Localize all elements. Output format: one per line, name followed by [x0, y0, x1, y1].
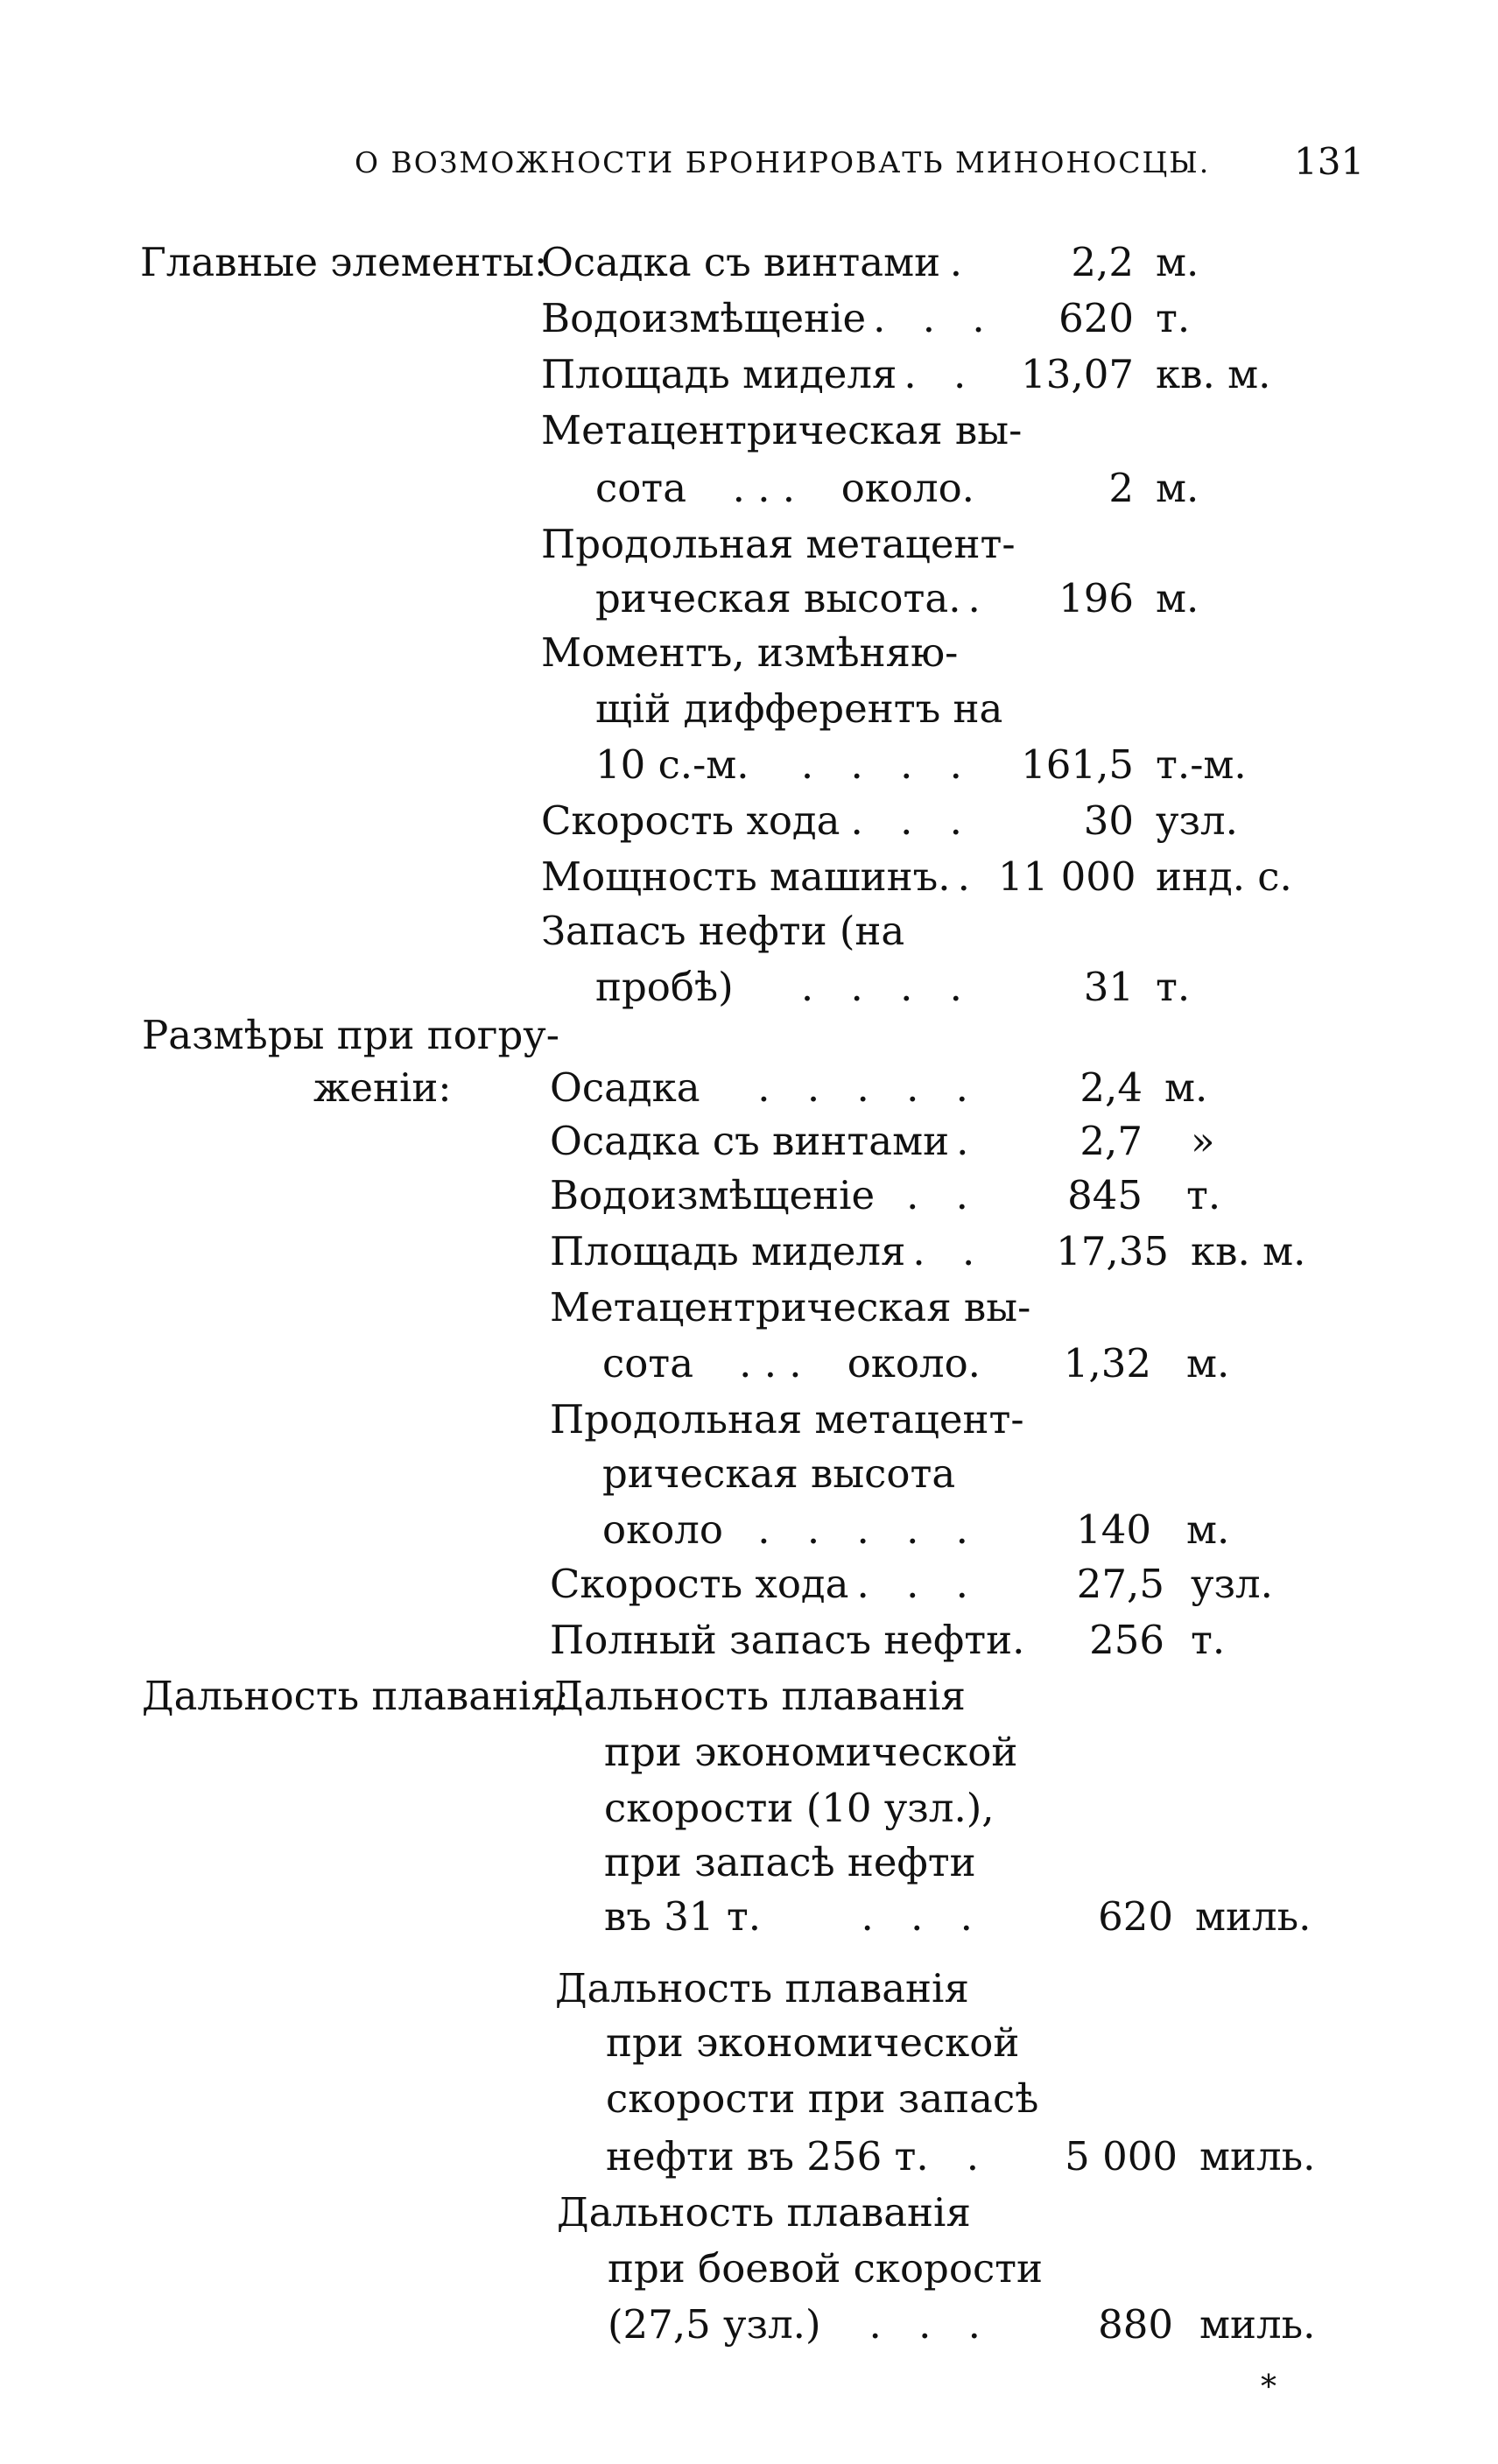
spec-unit: миль. [1199, 2301, 1316, 2348]
spec-unit: миль. [1199, 2133, 1316, 2180]
spec-value: 620 [1098, 1893, 1173, 1940]
spec-label-line: Дальность плаванія [552, 1673, 966, 1719]
spec-label: Осадка съ винтами . [550, 1118, 981, 1164]
spec-label: Осадка . . . . . [550, 1064, 981, 1111]
spec-unit: м. [1156, 239, 1199, 285]
spec-label: Водоизмѣщеніе . . [550, 1172, 981, 1218]
section-range: Дальность плаванія: [142, 1673, 569, 1719]
spec-unit: узл. [1156, 797, 1238, 844]
spec-value: 196 [1058, 575, 1134, 621]
section-submerged-line1: Размѣры при погру- [142, 1012, 559, 1058]
spec-label: Площадь миделя . . [541, 351, 979, 397]
spec-unit: м. [1156, 575, 1199, 621]
spec-label-line: при запасѣ нефти [604, 1839, 976, 1885]
spec-value: 880 [1098, 2301, 1173, 2348]
spec-label-line: сота . . . около. [595, 465, 974, 511]
spec-label-line: скорости (10 узл.), [604, 1785, 995, 1831]
spec-value: 31 [1083, 964, 1134, 1010]
spec-unit: узл. [1191, 1561, 1273, 1607]
spec-label-line: (27,5 узл.) . . . [608, 2301, 993, 2348]
spec-unit: т.-м. [1156, 741, 1247, 788]
spec-label: Водоизмѣщеніе . . . [541, 295, 997, 341]
spec-label: Полный запасъ нефти. [550, 1617, 1025, 1663]
spec-value: 5 000 [1065, 2133, 1178, 2180]
spec-unit: м. [1186, 1340, 1230, 1386]
section-submerged-line2: женіи: [313, 1064, 452, 1111]
spec-label-line: щій дифферентъ на [595, 685, 1003, 732]
spec-unit: кв. м. [1156, 351, 1271, 397]
spec-value: 620 [1058, 295, 1134, 341]
spec-value: 2,2 [1071, 239, 1134, 285]
spec-label-line: 10 с.-м. . . . . [595, 741, 974, 788]
spec-label-line: Моментъ, измѣняю- [541, 629, 959, 676]
spec-label-line: рическая высота [602, 1450, 956, 1497]
spec-value: 140 [1076, 1506, 1151, 1553]
spec-label-line: Метацентрическая вы- [550, 1284, 1031, 1330]
spec-value: 2,7 [1080, 1118, 1143, 1164]
spec-label: Скорость хода . . . [541, 797, 974, 844]
spec-label-line: сота . . . около. [602, 1340, 981, 1386]
spec-label-line: Продольная метацент- [541, 521, 1016, 567]
spec-unit: кв. м. [1191, 1228, 1306, 1274]
spec-value: 2,4 [1080, 1064, 1143, 1111]
spec-unit: т. [1186, 1172, 1221, 1218]
spec-unit: м. [1164, 1064, 1208, 1111]
spec-value: 1,32 [1063, 1340, 1151, 1386]
footer-mark: * [1261, 2369, 1276, 2405]
spec-label-line: Продольная метацент- [550, 1396, 1024, 1443]
spec-label-line: при экономической [606, 2019, 1020, 2066]
spec-label: Площадь миделя . . [550, 1228, 988, 1274]
spec-label-line: Запасъ нефти (на [541, 908, 905, 954]
section-main-elements: Главные элементы: [140, 239, 548, 285]
spec-label: Осадка съ винтами . [541, 239, 974, 285]
spec-label-line: Дальность плаванія [557, 2189, 971, 2236]
spec-label: Скорость хода . . . [550, 1561, 981, 1607]
spec-unit: т. [1156, 295, 1191, 341]
spec-label-line: около . . . . . [602, 1506, 981, 1553]
spec-value: 30 [1083, 797, 1134, 844]
spec-unit: м. [1156, 465, 1199, 511]
spec-label-line: при экономической [604, 1729, 1018, 1775]
page-number: 131 [1294, 140, 1365, 183]
spec-label-line: Метацентрическая вы- [541, 407, 1023, 453]
spec-label-line: Дальность плаванія [555, 1965, 969, 2011]
spec-unit: » [1191, 1118, 1215, 1164]
spec-value: 11 000 [998, 853, 1136, 900]
spec-value: 161,5 [1021, 741, 1134, 788]
spec-label-line: пробѣ) . . . . [595, 964, 974, 1010]
spec-unit: м. [1186, 1506, 1230, 1553]
running-title: О ВОЗМОЖНОСТИ БРОНИРОВАТЬ МИНОНОСЦЫ. [355, 145, 1211, 179]
spec-value: 13,07 [1021, 351, 1134, 397]
spec-value: 27,5 [1076, 1561, 1164, 1607]
spec-label-line: нефти въ 256 т. . [606, 2133, 991, 2180]
spec-value: 2 [1108, 465, 1134, 511]
spec-label-line: скорости при запасѣ [606, 2075, 1039, 2122]
spec-label-line: при боевой скорости [608, 2245, 1044, 2292]
spec-label: Мощность машинъ. . [541, 853, 982, 900]
spec-label-line: рическая высота. . [595, 575, 993, 621]
spec-value: 17,35 [1056, 1228, 1169, 1274]
spec-unit: инд. с. [1156, 853, 1292, 900]
spec-unit: миль. [1195, 1893, 1312, 1940]
spec-unit: т. [1191, 1617, 1226, 1663]
spec-label-line: въ 31 т. . . . [604, 1893, 985, 1940]
spec-unit: т. [1156, 964, 1191, 1010]
spec-value: 845 [1067, 1172, 1143, 1218]
spec-value: 256 [1089, 1617, 1164, 1663]
